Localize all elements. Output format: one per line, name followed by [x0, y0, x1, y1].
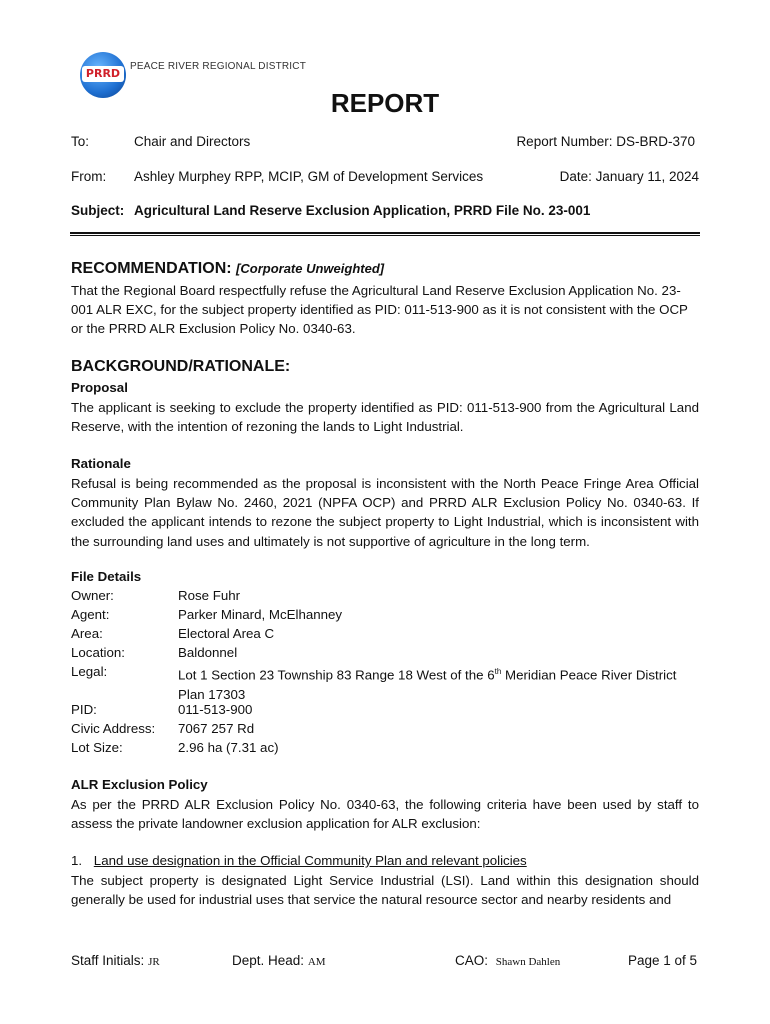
detail-value: Rose Fuhr	[178, 588, 241, 603]
recommendation-qualifier: [Corporate Unweighted]	[236, 261, 385, 276]
policy-text: As per the PRRD ALR Exclusion Policy No. 0340-63, the following criteria have been used by staff to assess the private landowner exclusion application for ALR exclusion:	[71, 797, 699, 832]
rationale-text: Refusal is being recommended as the proposal is inconsistent with the North Peace Fringe Area Official Community Plan Bylaw No. 2460, 2021 (NPFA OCP) and PRRD ALR Exclusion Policy No. 0340-63. If excluded the applicant intends to rezone the subject property to Light Industrial, which is inconsistent with the surrounding land uses and ultimately is not supportive of agriculture in the long term.	[71, 476, 699, 549]
detail-value: 7067 257 Rd	[178, 721, 255, 736]
subject-label: Subject:	[71, 203, 125, 218]
cao	[455, 953, 560, 968]
dept-label: Dept. Head:	[232, 953, 305, 968]
subject-value: Agricultural Land Reserve Exclusion Application, PRRD File No. 23-001	[134, 203, 591, 218]
detail-label: Location:	[71, 645, 125, 660]
policy-item-text: The subject property is designated Light Service Industrial (LSI). Land within this designation should generally be used for industrial uses that service the natural resource sector and nearby residents and	[71, 873, 699, 908]
detail-label: Legal:	[71, 664, 108, 679]
from-label: From:	[71, 169, 107, 184]
cao-signature: Shawn Dahlen	[495, 956, 561, 968]
item-number: 1.	[71, 853, 83, 868]
to-label: To:	[71, 134, 90, 149]
recommendation-heading	[71, 260, 384, 278]
detail-label: Agent:	[71, 607, 110, 622]
legal-superscript: th	[494, 667, 502, 676]
staff-signature: JR	[148, 956, 160, 968]
dept-signature: AM	[307, 956, 326, 968]
item-title: Land use designation in the Official Community Plan and relevant policies	[93, 853, 527, 868]
detail-value: Parker Minard, McElhanney	[178, 607, 343, 622]
header-divider-thin	[70, 235, 700, 236]
policy-heading: ALR Exclusion Policy	[71, 777, 208, 792]
policy-item	[71, 853, 527, 868]
recommendation-text: That the Regional Board respectfully refuse the Agricultural Land Reserve Exclusion Application No. 23-001 ALR EXC, for the subject property identified as PID: 011-513-900 as it is not consistent with the OCP or the PRRD ALR Exclusion Policy No. 0340-63.	[71, 283, 688, 337]
dept-head	[232, 953, 326, 968]
legal-description	[178, 662, 700, 704]
proposal-text: The applicant is seeking to exclude the property identified as PID: 011-513-900 from the Agricultural Land Reserve, with the intention of rezoning the lands to Light Industrial.	[71, 400, 699, 435]
staff-label: Staff Initials:	[71, 953, 145, 968]
rationale-heading: Rationale	[71, 456, 131, 471]
report-number: Report Number: DS-BRD-370	[516, 134, 695, 149]
detail-value: 2.96 ha (7.31 ac)	[178, 740, 279, 755]
detail-label: Area:	[71, 626, 103, 641]
detail-value: Baldonnel	[178, 645, 238, 660]
background-heading: BACKGROUND/RATIONALE:	[71, 358, 291, 375]
staff-initials	[71, 953, 160, 968]
legal-text-1: Lot 1 Section 23 Township 83 Range 18 West of the 6	[178, 667, 495, 683]
proposal-heading: Proposal	[71, 380, 128, 395]
recommendation-title: RECOMMENDATION:	[71, 260, 232, 277]
from-value: Ashley Murphey RPP, MCIP, GM of Development Services	[134, 169, 484, 184]
org-name: PEACE RIVER REGIONAL DISTRICT	[130, 60, 307, 72]
detail-value: 011-513-900	[178, 702, 253, 717]
cao-label: CAO:	[455, 953, 489, 968]
header-divider	[70, 232, 700, 234]
detail-label: PID:	[71, 702, 97, 717]
to-value: Chair and Directors	[134, 134, 251, 149]
logo-badge: PRRD	[82, 66, 124, 82]
report-title: REPORT	[330, 88, 440, 118]
detail-value: Electoral Area C	[178, 626, 275, 641]
detail-label: Owner:	[71, 588, 114, 603]
detail-label: Lot Size:	[71, 740, 123, 755]
page-number: Page 1 of 5	[627, 953, 697, 968]
legal-text-2: Meridian Peace River District Plan 17303	[178, 667, 677, 702]
report-date: Date: January 11, 2024	[559, 169, 699, 184]
file-details-heading: File Details	[71, 569, 142, 584]
detail-label: Civic Address:	[71, 721, 156, 736]
